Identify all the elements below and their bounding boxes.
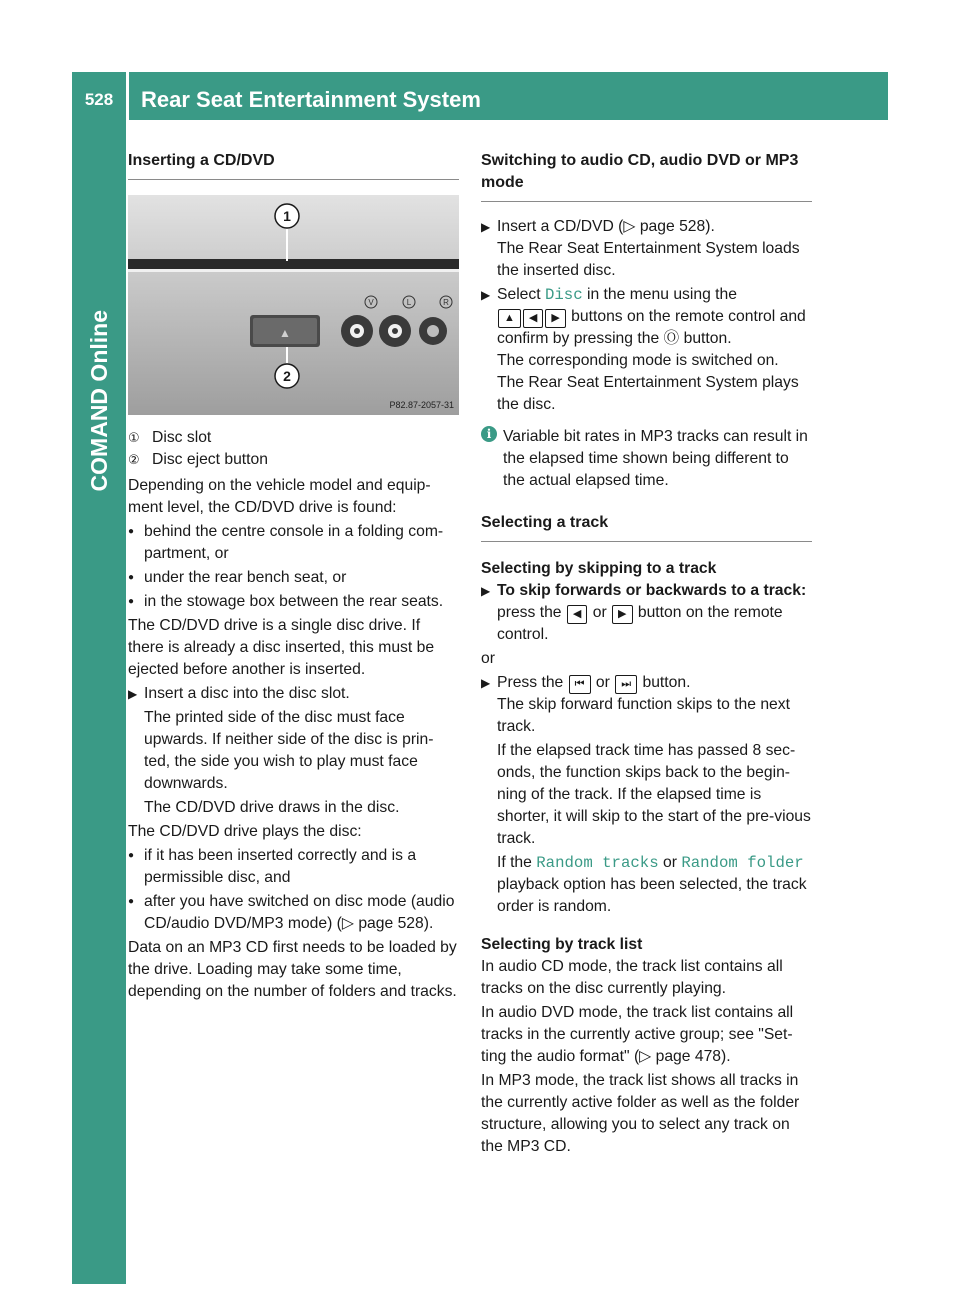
disc-slot [128,259,459,269]
step2-end: button. [679,330,732,347]
callout-1-label: 1 [283,208,291,224]
side-tab [72,120,126,1230]
bullet-icon: ● [128,572,135,583]
list-item-text: under the rear bench seat, or [144,569,347,586]
list-item-text: after you have switched on disc mode (audio CD/audio DVD/MP3 mode) (▷ page 528). [144,893,455,932]
intro-paragraph: Depending on the vehicle model and equip-ment level, the CD/DVD drive is found: [128,477,431,516]
step-insert-detail: The printed side of the disc must face upwards. If neither side of the disc is prin-ted, the side you wish to play must face downwards. [144,709,434,792]
jack-label-r: R [443,298,449,307]
left-column [128,150,459,1005]
info-text: Variable bit rates in MP3 tracks can result in the elapsed time shown being different to the actual elapsed time. [503,428,808,489]
press-post: button. [638,674,691,691]
previous-track-key-icon: ⏮ [569,675,591,694]
single-disc-paragraph: The CD/DVD drive is a single disc drive. If there is already a disc inserted, this must be ejected before another is inserted. [128,617,435,678]
subheading-skip: Selecting by skipping to a track [481,560,717,577]
skip-bold: To skip forwards or backwards to a track: [497,582,807,599]
bullet-icon: ● [128,896,135,907]
step2-result2: The Rear Seat Entertainment System plays the disc. [497,374,799,413]
info-icon: i [481,426,497,442]
arrow-icon: ▶ [481,288,491,302]
list-dvd: In audio DVD mode, the track list contains all tracks in the currently active group; see "Set-ting the audio format" (▷ page 478). [481,1004,794,1065]
next-track-key-icon: ⏭ [615,675,637,694]
side-tab-marker [72,1230,126,1284]
list-item [128,891,459,935]
skip-post: button on the remote control. [497,604,783,643]
list-item-text: in the stowage box between the rear seats. [144,593,444,610]
legend-text: Disc eject button [152,451,268,468]
heading-selecting-track: Selecting a track [481,512,812,542]
step-skip [481,580,812,646]
legend-text: Disc slot [152,429,212,446]
list-item [128,567,459,589]
step-insert-text: Insert a disc into the disc slot. [144,685,350,702]
arrow-icon: ▶ [481,676,491,690]
bullet-icon: ● [128,526,135,537]
step2-result: The corresponding mode is switched on. [497,352,779,369]
legend-item [128,449,459,471]
info-note [481,426,812,492]
left-arrow-key-icon: ◀ [523,309,543,328]
up-arrow-key-icon: ▲ [498,309,521,328]
section-title: Rear Seat Entertainment System [141,87,481,112]
eject-symbol: ▲ [279,326,291,340]
legend-number: ② [128,452,140,467]
press-or: or [591,674,615,691]
skip-or: or [588,604,612,621]
step2-mid: in the menu using the [582,286,737,303]
heading-inserting: Inserting a CD/DVD [128,150,459,180]
jack-label-v: V [368,298,374,307]
press-pre: Press the [497,674,568,691]
step1-text: Insert a CD/DVD (▷ page 528). [497,218,715,235]
side-tab-label: COMAND Online [86,310,112,492]
list-item [128,521,459,565]
jack-label-l: L [406,298,412,307]
page-number: 528 [84,90,114,109]
menu-item-random-tracks: Random tracks [536,854,659,872]
step1-result: The Rear Seat Entertainment System loads the inserted disc. [497,240,800,279]
step-select-disc [481,284,812,416]
right-arrow-key-icon: ▶ [612,605,632,624]
bullet-icon: ● [128,850,135,861]
right-arrow-key-icon: ▶ [545,309,565,328]
step-insert [128,683,459,705]
step2-post: buttons on the remote control and confirm by pressing the [497,308,806,347]
heading-switching: Switching to audio CD, audio DVD or MP3 mode [481,150,812,202]
list-cd: In audio CD mode, the track list contains all tracks on the disc currently playing. [481,958,783,997]
skip-back-info: If the elapsed track time has passed 8 sec-onds, the function skips back to the begin-ning of the track. If the elapsed time is shorter, it will skip to the start of the pre-vious track. [497,742,811,847]
cd-drive-figure [128,195,459,415]
step-press [481,672,812,738]
mp3-note: Data on an MP3 CD first needs to be loaded by the drive. Loading may take some time, depending on the number of folders and tracks. [128,939,457,1000]
left-arrow-key-icon: ◀ [567,605,587,624]
list-item-text: behind the centre console in a folding com-partment, or [144,523,444,562]
step-insert-disc [481,216,812,282]
skip-pre: press the [497,604,566,621]
list-item-text: if it has been inserted correctly and is a permissible disc, and [144,847,417,886]
or-word: or [481,650,495,667]
right-column [481,150,812,1160]
image-code: P82.87-2057-31 [389,400,454,410]
menu-item-random-folder: Random folder [681,854,804,872]
ok-button-icon: Ⓞ [663,330,680,347]
callout-2-label: 2 [283,368,291,384]
bullet-icon: ● [128,596,135,607]
subheading-track-list: Selecting by track list [481,936,643,953]
step-insert-result: The CD/DVD drive draws in the disc. [144,799,400,816]
random-pre: If the [497,854,537,871]
legend-item [128,427,459,449]
arrow-icon: ▶ [481,220,491,234]
random-or: or [658,854,682,871]
header-divider [126,72,129,120]
skip-next-info: The skip forward function skips to the next track. [497,696,790,735]
menu-item-disc: Disc [544,286,583,304]
legend-number: ① [128,430,140,445]
cd-drive-illustration [128,195,459,415]
arrow-icon: ▶ [128,687,138,701]
list-item [128,845,459,889]
random-info [481,852,812,918]
list-item [128,591,459,613]
arrow-icon: ▶ [481,584,491,598]
list-mp3: In MP3 mode, the track list shows all tracks in the currently active folder as well as the folder structure, allowing you to select any track on the MP3 CD. [481,1072,800,1155]
step2-prefix: Select [497,286,545,303]
plays-intro: The CD/DVD drive plays the disc: [128,823,362,840]
random-post: playback option has been selected, the track order is random. [497,876,807,915]
